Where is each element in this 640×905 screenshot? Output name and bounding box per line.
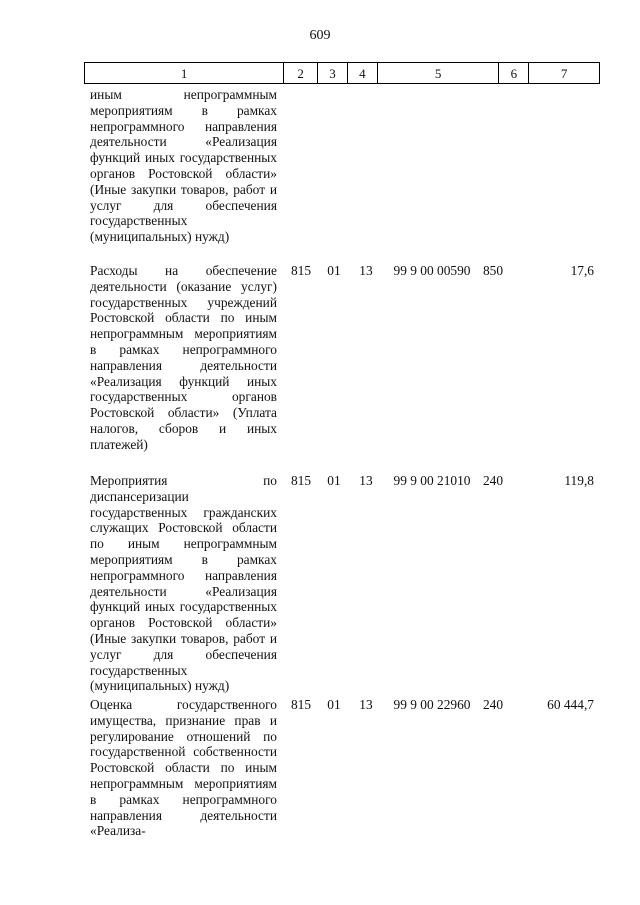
cell-col-7: 60 444,7: [547, 697, 594, 712]
cell-col-5: 99 9 00 00590: [393, 263, 471, 278]
cell-col-2: 815: [290, 697, 312, 712]
cell-col-4: 13: [359, 263, 373, 278]
row-description: иным непрограммным мероприятиям в рамках непрограммного направления деятельности «Реализация функций иных государственных органов Ростовской области» (Иные закупки товаров, работ и услуг для обеспечения государственных (муниципальных) нужд): [90, 87, 277, 245]
header-col-1: 1: [85, 63, 284, 83]
cell-col-3: 01: [327, 263, 341, 278]
header-col-3: 3: [318, 63, 348, 83]
header-col-2: 2: [284, 63, 318, 83]
cell-col-4: 13: [359, 473, 373, 488]
cell-col-6: 240: [482, 697, 504, 712]
cell-col-2: 815: [290, 263, 312, 278]
cell-col-6: 850: [482, 263, 504, 278]
row-description: Мероприятия по диспансеризации государственных гражданских служащих Ростовской области по иным непрограммным мероприятиям в рамках непрограммного направления деятельности «Реализация функций иных государственных органов Ростовской области» (Иные закупки товаров, работ и услуг для обеспечения государственных (муниципальных) нужд): [90, 473, 277, 694]
cell-col-5: 99 9 00 21010: [393, 473, 471, 488]
cell-col-6: 240: [482, 473, 504, 488]
header-col-6: 6: [499, 63, 529, 83]
page-number: 609: [309, 28, 331, 43]
header-col-5: 5: [378, 63, 500, 83]
cell-col-7: 17,6: [570, 263, 594, 278]
cell-col-7: 119,8: [564, 473, 594, 488]
cell-col-4: 13: [359, 697, 373, 712]
row-description: Расходы на обеспечение деятельности (оказание услуг) государственных учреждений Ростовской области по иным непрограммным мероприятиям в рамках непрограммного направления деятельности «Реализация функций иных государственных органов Ростовской области» (Уплата налогов, сборов и иных платежей): [90, 263, 277, 452]
cell-col-5: 99 9 00 22960: [393, 697, 471, 712]
header-col-4: 4: [348, 63, 378, 83]
header-col-7: 7: [560, 66, 568, 81]
table-header: [84, 62, 600, 84]
cell-col-3: 01: [327, 697, 341, 712]
row-description: Оценка государственного имущества, признание прав и регулирование отношений по государственной собственности Ростовской области по иным непрограммным мероприятиям в рамках непрограммного направления деятельности «Реализа-: [90, 697, 277, 839]
cell-col-2: 815: [290, 473, 312, 488]
cell-col-3: 01: [327, 473, 341, 488]
